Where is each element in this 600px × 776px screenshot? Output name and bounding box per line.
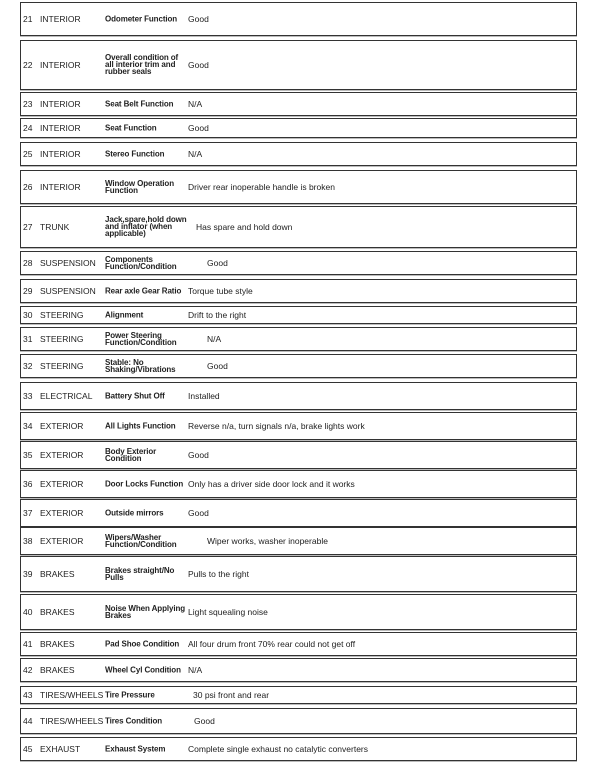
- row-value: Good: [188, 59, 209, 70]
- row-number: 45: [23, 743, 33, 754]
- row-item: Tire Pressure: [105, 690, 155, 700]
- row-item: Components Function/Condition: [105, 254, 177, 271]
- table-row: [20, 499, 577, 527]
- table-row: [20, 527, 577, 555]
- row-value: Only has a driver side door lock and it works: [188, 478, 355, 489]
- row-number: 39: [23, 568, 33, 579]
- row-number: 38: [23, 535, 33, 546]
- row-number: 41: [23, 638, 33, 649]
- row-category: BRAKES: [40, 638, 75, 649]
- row-category: EXTERIOR: [40, 478, 84, 489]
- row-item: Exhaust System: [105, 744, 166, 754]
- row-category: STEERING: [40, 333, 84, 344]
- row-item: Rear axle Gear Ratio: [105, 286, 182, 296]
- row-number: 24: [23, 122, 33, 133]
- table-row: [20, 737, 577, 761]
- row-category: STEERING: [40, 360, 84, 371]
- row-number: 29: [23, 285, 33, 296]
- table-row: [20, 327, 577, 351]
- row-number: 23: [23, 98, 33, 109]
- row-value: Light squealing noise: [188, 606, 268, 617]
- row-number: 33: [23, 390, 33, 401]
- row-category: TIRES/WHEELS: [40, 715, 104, 726]
- row-number: 43: [23, 689, 33, 700]
- row-value: Pulls to the right: [188, 568, 249, 579]
- table-row: [20, 170, 577, 204]
- row-number: 37: [23, 507, 33, 518]
- row-value: Has spare and hold down: [196, 221, 293, 232]
- row-category: SUSPENSION: [40, 285, 96, 296]
- table-row: [20, 470, 577, 498]
- row-number: 30: [23, 309, 33, 320]
- row-item: Stereo Function: [105, 149, 165, 159]
- row-number: 44: [23, 715, 33, 726]
- row-value: Installed: [188, 390, 220, 401]
- row-number: 31: [23, 333, 33, 344]
- table-row: [20, 354, 577, 378]
- row-value: Driver rear inoperable handle is broken: [188, 181, 335, 192]
- row-item: Battery Shut Off: [105, 391, 165, 401]
- table-row: [20, 306, 577, 324]
- row-value: Good: [188, 13, 209, 24]
- row-number: 36: [23, 478, 33, 489]
- row-number: 42: [23, 664, 33, 675]
- table-row: [20, 658, 577, 682]
- row-item: Jack,spare,hold down and inflator (when applicable): [105, 215, 187, 239]
- row-number: 22: [23, 59, 33, 70]
- row-item: Door Locks Function: [105, 479, 184, 489]
- row-number: 35: [23, 449, 33, 460]
- table-row: [20, 441, 577, 469]
- row-category: EXTERIOR: [40, 420, 84, 431]
- row-category: EXTERIOR: [40, 535, 84, 546]
- row-item: Body Exterior Condition: [105, 446, 157, 463]
- row-value: Good: [188, 122, 209, 133]
- row-category: SUSPENSION: [40, 257, 96, 268]
- row-category: INTERIOR: [40, 122, 81, 133]
- row-value: N/A: [188, 148, 203, 159]
- table-row: [20, 632, 577, 656]
- row-category: INTERIOR: [40, 148, 81, 159]
- row-item: Seat Function: [105, 123, 157, 133]
- row-item: Power Steering Function/Condition: [105, 330, 177, 347]
- row-value: Complete single exhaust no catalytic converters: [188, 743, 369, 754]
- table-row: [20, 279, 577, 303]
- table-row: [20, 2, 577, 36]
- table-row: [20, 412, 577, 440]
- row-category: INTERIOR: [40, 181, 81, 192]
- row-category: TIRES/WHEELS: [40, 689, 104, 700]
- row-value: Wiper works, washer inoperable: [207, 535, 328, 546]
- row-number: 32: [23, 360, 33, 371]
- row-category: ELECTRICAL: [40, 390, 93, 401]
- row-category: TRUNK: [40, 221, 70, 232]
- row-item: Stable: No Shaking/Vibrations: [105, 357, 176, 374]
- row-category: BRAKES: [40, 664, 75, 675]
- row-item: Overall condition of all interior trim and rubber seals: [105, 53, 179, 77]
- row-category: BRAKES: [40, 568, 75, 579]
- table-row: [20, 594, 577, 630]
- row-value: Good: [207, 360, 228, 371]
- row-value: N/A: [207, 333, 222, 344]
- row-number: 21: [23, 13, 33, 24]
- row-category: INTERIOR: [40, 13, 81, 24]
- table-row: [20, 92, 577, 116]
- row-item: Pad Shoe Condition: [105, 639, 180, 649]
- row-category: EXTERIOR: [40, 507, 84, 518]
- row-number: 27: [23, 221, 33, 232]
- table-row: [20, 251, 577, 275]
- row-item: Outside mirrors: [105, 508, 164, 518]
- row-number: 40: [23, 606, 33, 617]
- row-number: 34: [23, 420, 33, 431]
- row-value: Good: [188, 507, 209, 518]
- row-value: Good: [207, 257, 228, 268]
- row-item: Brakes straight/No Pulls: [105, 565, 175, 582]
- row-value: Good: [194, 715, 215, 726]
- row-value: 30 psi front and rear: [193, 689, 270, 700]
- row-value: Drift to the right: [188, 309, 247, 320]
- row-value: Good: [188, 449, 209, 460]
- table-row: [20, 142, 577, 166]
- row-category: EXHAUST: [40, 743, 81, 754]
- row-item: Noise When Applying Brakes: [105, 603, 186, 620]
- row-item: Wheel Cyl Condition: [105, 665, 181, 675]
- table-row: [20, 556, 577, 592]
- row-item: Window Operation Function: [105, 178, 174, 195]
- row-item: Odometer Function: [105, 14, 178, 24]
- row-value: All four drum front 70% rear could not get off: [188, 638, 356, 649]
- row-category: INTERIOR: [40, 59, 81, 70]
- table-row: [20, 708, 577, 734]
- row-item: Seat Belt Function: [105, 99, 174, 109]
- table-row: [20, 206, 577, 248]
- row-value: Torque tube style: [188, 285, 253, 296]
- row-number: 28: [23, 257, 33, 268]
- row-category: STEERING: [40, 309, 84, 320]
- table-row: [20, 118, 577, 138]
- row-value: N/A: [188, 664, 203, 675]
- row-category: BRAKES: [40, 606, 75, 617]
- table-row: [20, 382, 577, 410]
- table-row: [20, 686, 577, 704]
- row-item: Tires Condition: [105, 716, 163, 726]
- row-value: Reverse n/a, turn signals n/a, brake lights work: [188, 420, 365, 431]
- row-value: N/A: [188, 98, 203, 109]
- row-item: All Lights Function: [105, 421, 176, 431]
- row-category: EXTERIOR: [40, 449, 84, 460]
- row-item: Alignment: [105, 310, 144, 320]
- row-number: 25: [23, 148, 33, 159]
- row-item: Wipers/Washer Function/Condition: [105, 532, 177, 549]
- table-row: [20, 40, 577, 90]
- row-number: 26: [23, 181, 33, 192]
- row-category: INTERIOR: [40, 98, 81, 109]
